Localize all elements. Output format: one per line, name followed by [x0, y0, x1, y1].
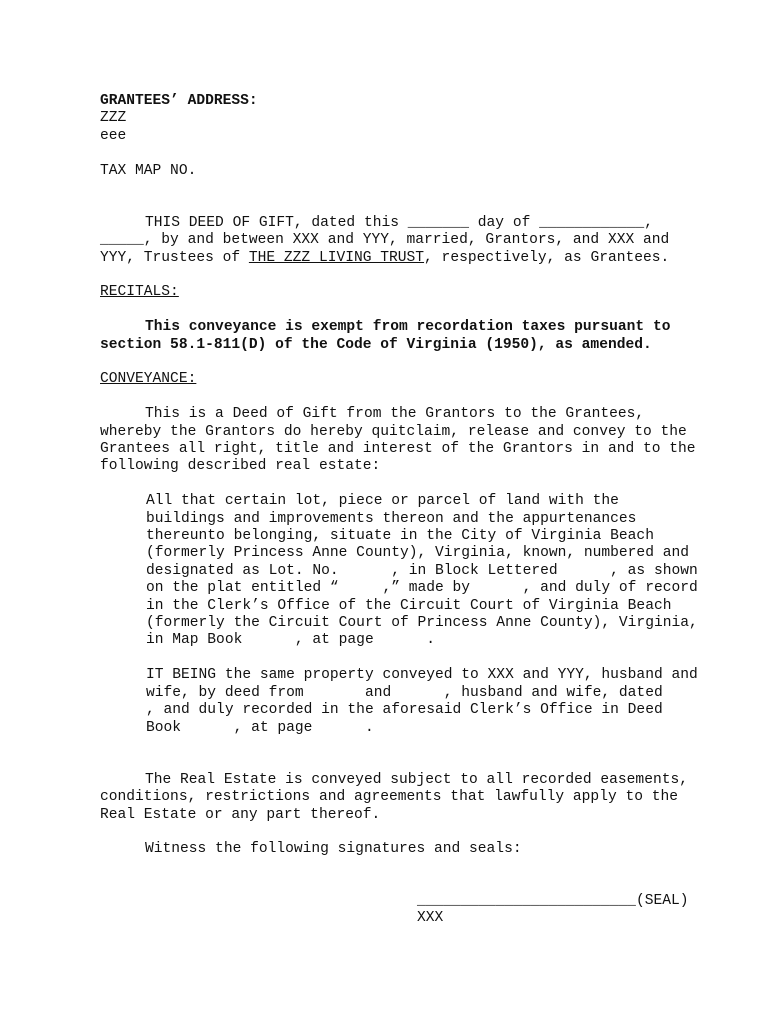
recitals-heading: RECITALS:	[100, 284, 179, 301]
property-description: All that certain lot, piece or parcel of land with the buildings and improvements thereon and the appurtenances thereunto belonging, situate in the City of Virginia Beach (formerly Princess Anne County), Virginia, known, numbered and designated as Lot. No. , in Block Lettered , as shown on the plat entitled “ ,” made by , and duly of record in the Clerk’s Office of the Circuit Court of Virginia Beach (formerly the Circuit Court of Princess Anne County), Virginia, in Map Book , at page .	[146, 493, 707, 649]
signature-block	[417, 893, 717, 928]
signatory-name: XXX	[417, 910, 444, 927]
signature-line: _________________________(SEAL)	[417, 893, 689, 909]
grantee-address-line-1: ZZZ	[100, 110, 127, 127]
subject-clause: The Real Estate is conveyed subject to all recorded easements, conditions, restrictions and agreements that lawfully apply to the Real Estate or any part thereof.	[100, 771, 697, 823]
being-clause: IT BEING the same property conveyed to XXX and YYY, husband and wife, by deed from and , husband and wife, dated , and duly recorded in the aforesaid Clerk’s Office in Deed Book , at page .	[146, 667, 716, 736]
conveyance-heading: CONVEYANCE:	[100, 371, 197, 388]
witness-line: Witness the following signatures and seals:	[145, 841, 522, 858]
intro-text-end: , respectively, as Grantees.	[424, 249, 670, 266]
intro-paragraph	[100, 215, 700, 267]
grantee-address-line-2: eee	[100, 127, 127, 144]
recitals-text: This conveyance is exempt from recordation taxes pursuant to section 58.1-811(D) of the Code of Virginia (1950), as amended.	[100, 319, 680, 353]
grantees-address-label: GRANTEES’ ADDRESS:	[100, 93, 258, 109]
tax-map-label: TAX MAP NO.	[100, 162, 197, 179]
intro-text-start: THIS DEED OF GIFT, dated this _______ day of ____________, _____, by and between XXX and YYY, married, Grantors, and XXX and YYY, Trustees of	[100, 214, 679, 266]
deed-document	[100, 93, 716, 859]
conveyance-text: This is a Deed of Gift from the Grantors to the Grantees, whereby the Grantors do hereby quitclaim, release and convey to the Grantees all right, title and interest of the Grantors in and to the following described real estate:	[100, 406, 705, 475]
trust-name: THE ZZZ LIVING TRUST	[248, 249, 425, 266]
